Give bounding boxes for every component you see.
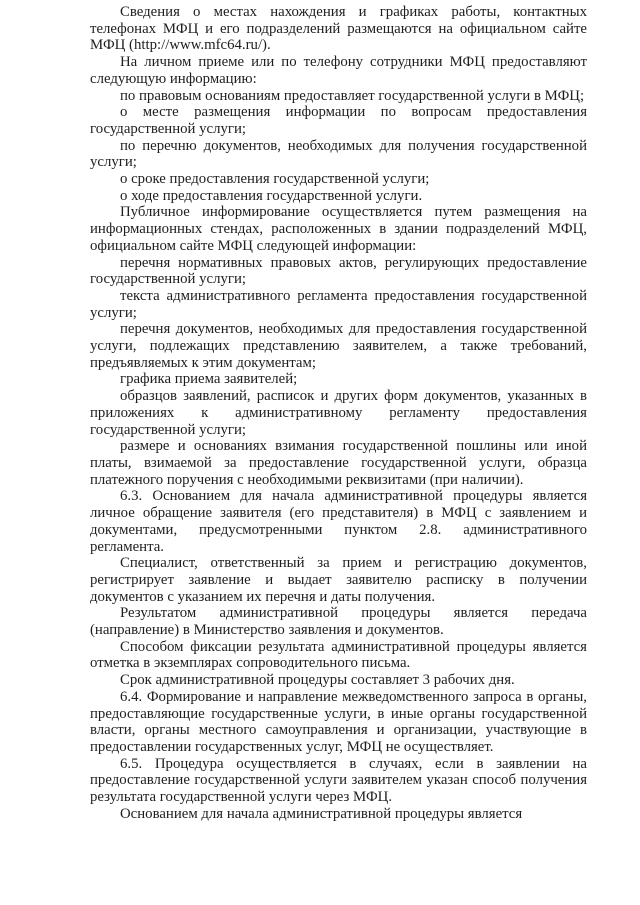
paragraph-personal-reception: На личном приеме или по телефону сотрудники МФЦ предоставляют следующую информацию: — [90, 54, 587, 87]
paragraph-section-6-3: 6.3. Основанием для начала административной процедуры является личное обращение заявителя (его представителя) в МФЦ с заявлением и документами, предусмотренными пунктом 2.8. административного регламента. — [90, 488, 587, 555]
paragraph-legal-acts-list: перечня нормативных правовых актов, регулирующих предоставление государственной услуги; — [90, 254, 587, 288]
paragraph-info-legal-grounds: по правовым основаниям предоставляет государственной услуги в МФЦ; — [120, 87, 585, 104]
paragraph-info-location: о месте размещения информации по вопросам предоставления государственной услуги; — [90, 104, 587, 137]
paragraph-required-documents: перечня документов, необходимых для предоставления государственной услуги, подлежащих представлению заявителем, а также требований, предъявляемых к этим документам; — [90, 321, 587, 371]
paragraph-info-progress: о ходе предоставления государственной услуги. — [120, 187, 423, 204]
paragraph-procedure-basis: Основанием для начала административной процедуры является — [120, 805, 523, 822]
paragraph-section-6-4: 6.4. Формирование и направление межведомственного запроса в органы, предоставляющие государственные услуги, в иные органы государственной власти, органы местного самоуправления и организации, участвующие в предоставлении государственных услуг, МФЦ не осуществляет. — [90, 688, 587, 755]
paragraph-state-fee: размере и основаниях взимания государственной пошлины или иной платы, взимаемой за предоставление государственной услуги, образца платежного поручения с необходимыми реквизитами (при наличии). — [90, 438, 587, 488]
paragraph-result-fixation: Способом фиксации результата административной процедуры является отметка в экземплярах сопроводительного письма. — [90, 638, 587, 672]
paragraph-specialist-registration: Специалист, ответственный за прием и регистрацию документов, регистрирует заявление и выдает заявителю расписку в получении документов с указанием их перечня и даты получения. — [90, 555, 587, 605]
paragraph-section-6-5: 6.5. Процедура осуществляется в случаях, если в заявлении на предоставление государственной услуги заявителем указан способ получения результата государственной услуги через МФЦ. — [90, 755, 587, 806]
paragraph-regulation-text: текста административного регламента предоставления государственной услуги; — [90, 287, 587, 321]
document-page — [90, 4, 587, 822]
paragraph-info-documents-list: по перечню документов, необходимых для получения государственной услуги; — [90, 137, 587, 171]
paragraph-procedure-term: Срок административной процедуры составляет 3 рабочих дня. — [120, 672, 515, 689]
paragraph-reception-schedule: графика приема заявителей; — [120, 371, 298, 388]
paragraph-mfc-contacts: Сведения о местах нахождения и графиках работы, контактных телефонах МФЦ и его подразделений размещаются на официальном сайте МФЦ (http://www.mfc64.ru/). — [90, 4, 587, 54]
paragraph-form-samples: образцов заявлений, расписок и других форм документов, указанных в приложениях к административному регламенту предоставления государственной услуги; — [90, 388, 587, 438]
paragraph-procedure-result: Результатом административной процедуры является передача (направление) в Министерство заявления и документов. — [90, 605, 587, 639]
paragraph-public-informing: Публичное информирование осуществляется путем размещения на информационных стендах, расположенных в здании подразделений МФЦ, официальном сайте МФЦ следующей информации: — [90, 204, 587, 254]
paragraph-info-term: о сроке предоставления государственной услуги; — [120, 171, 430, 188]
